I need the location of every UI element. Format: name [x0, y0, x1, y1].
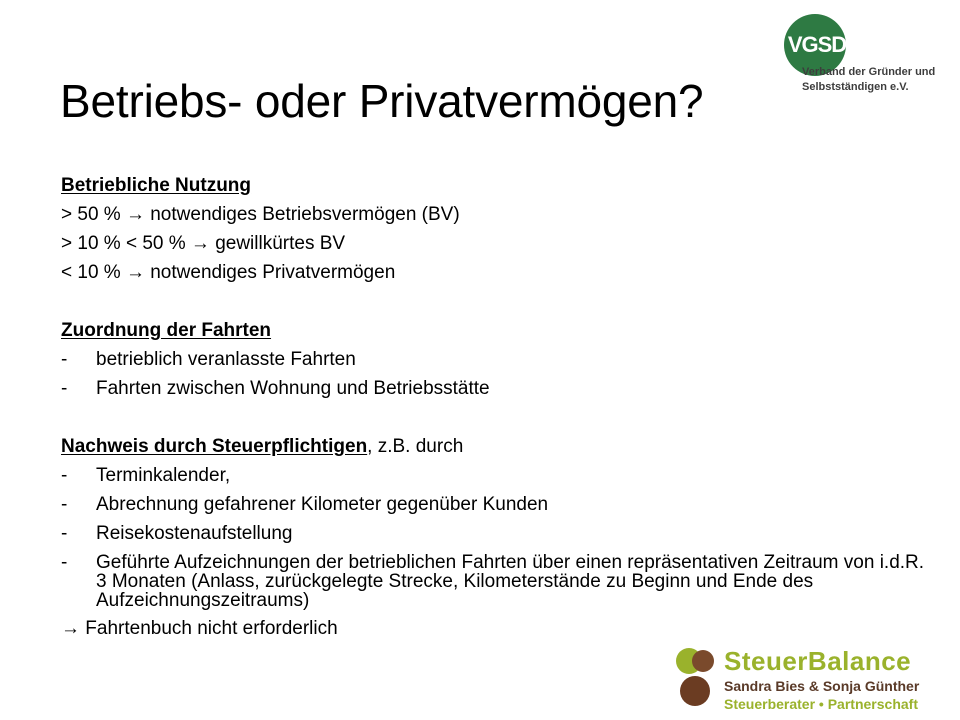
section-heading-zuordnung: Zuordnung der Fahrten: [61, 320, 272, 341]
dash-bullet: -: [61, 523, 68, 544]
list-item-text: Terminkalender,: [96, 465, 231, 486]
dash-bullet: -: [61, 494, 68, 515]
steuerbalance-partners: Sandra Bies & Sonja Günther: [724, 678, 920, 694]
vgsd-logo-line2: Selbstständigen e.V.: [802, 81, 909, 93]
logo-ball-brown-large: [680, 676, 710, 706]
section-heading-suffix: , z.B. durch: [367, 436, 464, 457]
list-item-text: Reisekostenaufstellung: [96, 523, 293, 544]
dash-bullet: -: [61, 378, 68, 399]
usage-line: > 10 % < 50 % → gewillkürtes BV: [61, 233, 346, 254]
logo-ball-brown-small: [692, 650, 714, 672]
dash-bullet: -: [61, 349, 68, 370]
list-item-text: Abrechnung gefahrener Kilometer gegenüber Kunden: [96, 494, 549, 515]
steuerbalance-logo: [670, 640, 950, 715]
steuerbalance-tagline: Steuerberater • Partnerschaft: [724, 696, 918, 712]
list-item-text: betrieblich veranlasste Fahrten: [96, 349, 356, 370]
list-item: [61, 374, 931, 403]
usage-line: > 50 % → notwendiges Betriebsvermögen (BV): [61, 204, 460, 225]
list-item-text: Fahrten zwischen Wohnung und Betriebsstätte: [96, 378, 490, 399]
steuerbalance-name: SteuerBalance: [724, 646, 912, 676]
list-item: [61, 461, 931, 490]
dash-bullet: -: [61, 552, 68, 573]
list-item: [61, 490, 931, 519]
vgsd-logo-letters: VGSD: [787, 32, 847, 57]
slide-title: Betriebs- oder Privatvermögen?: [60, 75, 704, 127]
vgsd-logo-line1: Verband der Gründer und: [802, 66, 936, 78]
section-heading-nachweis: Nachweis durch Steuerpflichtigen: [61, 436, 368, 457]
conclusion-line: → Fahrtenbuch nicht erforderlich: [61, 618, 338, 639]
section-heading-nachweis-line: [61, 432, 931, 461]
list-item: [61, 345, 931, 374]
usage-line: < 10 % → notwendiges Privatvermögen: [61, 262, 396, 283]
section-heading-betriebliche-nutzung: Betriebliche Nutzung: [61, 175, 252, 196]
list-item: [61, 519, 931, 548]
slide-body: [61, 171, 931, 643]
vgsd-logo: [782, 14, 952, 104]
dash-bullet: -: [61, 465, 68, 486]
list-item-text: Geführte Aufzeichnungen der betrieblichen Fahrten über einen repräsentativen Zeitraum von i.d.R. 3 Monaten (Anlass, zurückgelegte Strecke, Kilometerstände zu Beginn und Ende des Aufzeichnungszeitraums): [96, 552, 925, 611]
list-item: [61, 548, 931, 614]
